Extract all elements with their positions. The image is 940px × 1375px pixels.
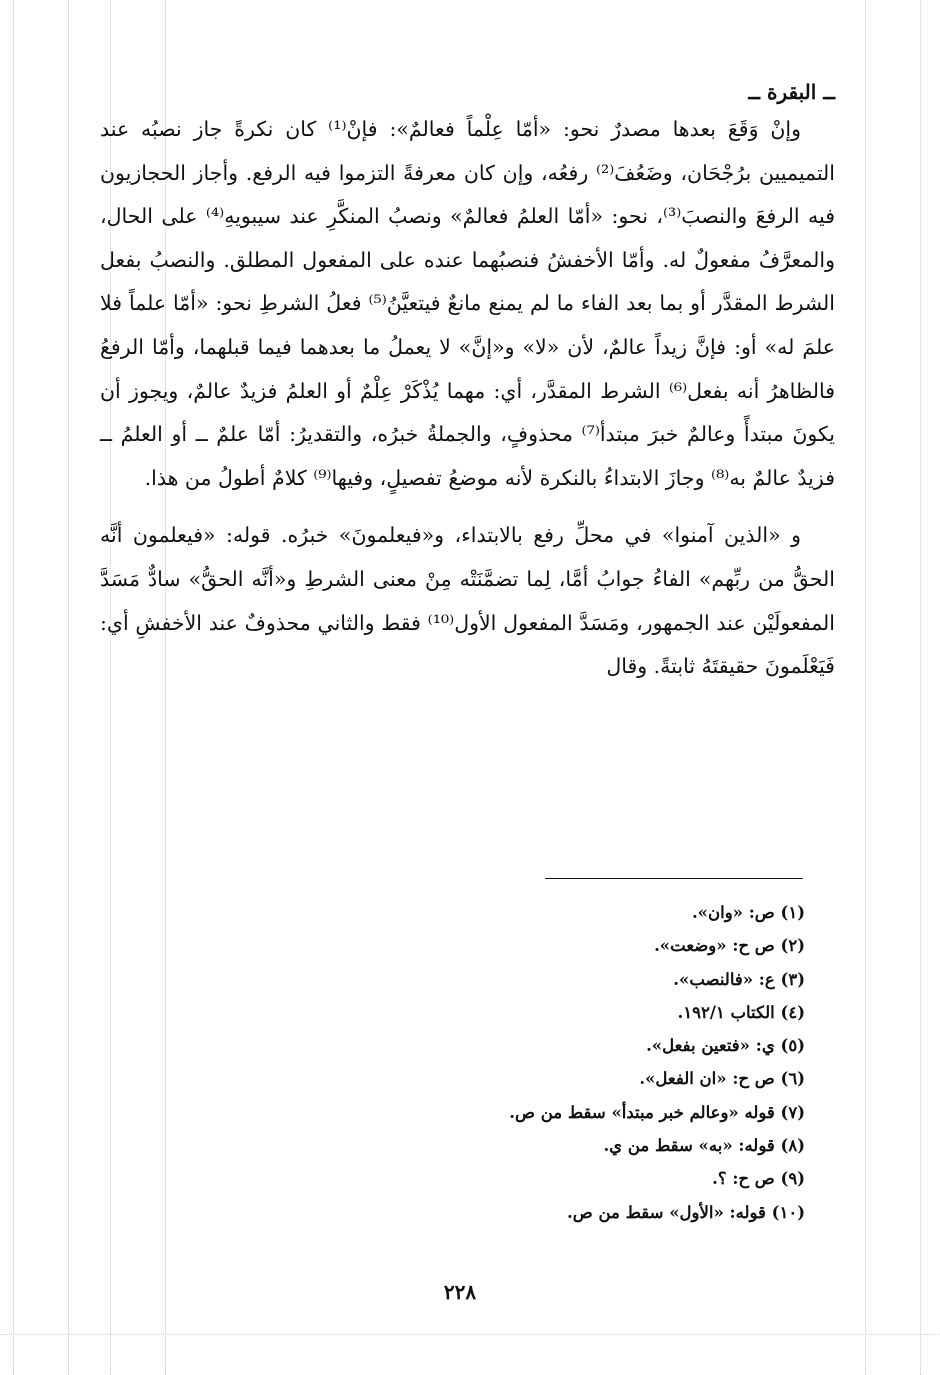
footnote-7: (٧) قوله «وعالم خبر مبتدأ» سقط من ص. (509, 1102, 805, 1122)
guide-line (13, 0, 14, 1375)
footnote-9: (٩) ص ح: ؟. (712, 1169, 805, 1189)
footnote-2: (٢) ص ح: «وضعت». (654, 936, 805, 956)
footnote-3: (٣) ع: «فالنصب». (673, 969, 805, 989)
running-head: ــ البقرة ــ (748, 80, 835, 104)
footnotes (400, 896, 805, 1229)
paragraph-text: و «الذين آمنوا» في محلِّ رفع بالابتداء، و«فيعلمونَ» خبرُه. قوله: «فيعلمون أنَّه الحقُّ من ربِّهم» الفاءُ جوابُ أمَّا، لِما تضمَّنَتْه مِنْ معنى الشرطِ و«أنَّه الحقُّ» سادٌّ مَسَدَّ المفعولَيْن عند الجمهور، ومَسَدَّ المفعول الأول⁽¹⁰⁾ فقط والثاني محذوفٌ عند الأخفشِ أي: فَيَعْلَمونَ حقيقتَهُ ثابتةً. وقال (100, 523, 835, 679)
guide-line (68, 0, 69, 1375)
footnote-6: (٦) ص ح: «ان الفعل». (639, 1069, 805, 1089)
footnote-4: (٤) الكتاب ١٩٢/١. (677, 1002, 805, 1022)
footnote-separator (545, 878, 803, 879)
paragraph-1 (100, 108, 835, 500)
page-body (100, 80, 835, 689)
paragraph-text: وإنْ وَقَعَ بعدها مصدرٌ نحو: «أمّا عِلْماً فعالمٌ»: فإنْ⁽¹⁾ كان نكرةً جاز نصبُه عند التميميين برُجْحَان، وضَعُفَ⁽²⁾ رفعُه، وإن كان معرفةً التزموا فيه الرفع. وأجاز الحجازيون فيه الرفعَ والنصبَ⁽³⁾، نحو: «أمّا العلمُ فعالمٌ» ونصبُ المنكَّرِ عند سيبويهِ⁽⁴⁾ على الحال، والمعرَّفُ مفعولٌ له. وأمّا الأخفشُ فنصبُهما عنده على المفعول المطلق. والنصبُ بفعل الشرط المقدَّر أو بما بعد الفاء ما لم يمنع مانعٌ فيتعيَّنُ⁽⁵⁾ فعلُ الشرطِ نحو: «أمّا علماً فلا علمَ له» أو: فإنَّ زيداً عالمٌ، لأن «لا» و«إنَّ» لا يعملُ ما بعدهما فيما قبلهما، وأمّا الرفعُ فالظاهرُ أنه بفعل⁽⁶⁾ الشرط المقدَّر، أي: مهما يُذْكَرْ عِلْمٌ أو العلمُ فزيدٌ عالمٌ، ويجوز أن يكونَ مبتدأً وعالمٌ خبرَ مبتدأ⁽⁷⁾ محذوفٍ، والجملةُ خبرُه، والتقديرُ: أمّا علمٌ ــ أو العلمُ ــ فزيدٌ عالمٌ به⁽⁸⁾ وجازَ الابتداءُ بالنكرة لأنه موضعُ تفصيلٍ، وفيها⁽⁹⁾ كلامٌ أطولُ من هذا. (100, 117, 836, 490)
footnote-1: (١) ص: «وان». (691, 903, 805, 922)
footnote-8: (٨) قوله: «به» سقط من ي. (603, 1136, 805, 1156)
guide-line (920, 0, 921, 1375)
footnote-5: (٥) ي: «فتعين بفعل». (646, 1036, 805, 1056)
guide-line (0, 1334, 940, 1335)
page-number: ٢٢٨ (443, 1280, 477, 1304)
footnote-10: (١٠) قوله: «الأول» سقط من ص. (567, 1202, 805, 1222)
paragraph-2 (100, 514, 835, 688)
guide-line (865, 0, 866, 1375)
